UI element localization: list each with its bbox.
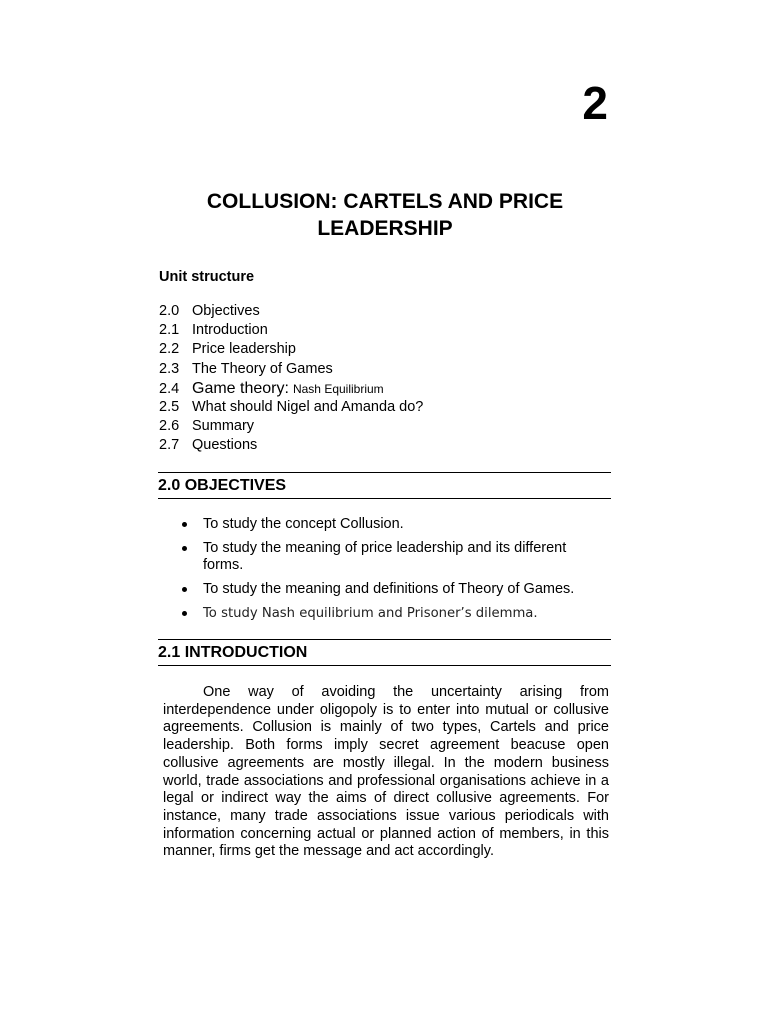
objectives-heading: 2.0 OBJECTIVES bbox=[158, 472, 611, 499]
toc-item bbox=[159, 398, 423, 417]
toc-item-label-suffix: Nash Equilibrium bbox=[292, 381, 384, 396]
toc-item-number: 2.2 bbox=[159, 341, 180, 358]
toc-item bbox=[159, 340, 423, 359]
introduction-heading: 2.1 INTRODUCTION bbox=[158, 639, 611, 666]
toc-item-label: Introduction bbox=[192, 322, 268, 339]
toc-item bbox=[159, 417, 423, 436]
toc-item-number: 2.0 bbox=[159, 303, 180, 319]
toc-item-label: Price leadership bbox=[192, 341, 296, 358]
toc-item-number: 2.4 bbox=[159, 380, 180, 397]
toc-item-label: Summary bbox=[192, 418, 255, 435]
toc-item-number: 2.6 bbox=[159, 418, 180, 435]
toc-item-label: What should Nigel and Amanda do? bbox=[192, 398, 424, 415]
toc-item-number: 2.5 bbox=[159, 398, 180, 415]
toc-item-label: Game theory: bbox=[192, 379, 289, 397]
toc-item-number: 2.3 bbox=[159, 360, 180, 377]
toc-item-label: Objectives bbox=[192, 303, 260, 319]
objective-text: To study the meaning of price leadership and its different forms. bbox=[203, 540, 567, 573]
chapter-number: 2 bbox=[582, 77, 608, 129]
introduction-paragraph: One way of avoiding the uncertainty arising from interdependence under oligopoly is to enter into mutual or collusive agreements. Collusion is mainly of two types, Cartels and price leadership. Both forms imply secret agreement beacuse open collusive agreements are mostly illegal. In the modern business world, trade associations and professional organisations achieve in a legal or indirect way the aims of direct collusive agreements. For instance, many trade associations issue various periodicals with information concerning actual or planned action of members, in this manner, firms get the message and act accordingly. bbox=[163, 684, 609, 860]
bullet-icon bbox=[182, 611, 187, 616]
toc-item bbox=[159, 321, 423, 340]
objective-item bbox=[182, 605, 602, 622]
toc-item bbox=[159, 360, 423, 379]
chapter-title: COLLUSION: CARTELS AND PRICE LEADERSHIP bbox=[206, 190, 564, 240]
unit-structure-list bbox=[159, 302, 423, 456]
unit-structure-heading: Unit structure bbox=[159, 269, 255, 285]
toc-item-number: 2.7 bbox=[159, 437, 180, 454]
toc-item bbox=[159, 436, 423, 455]
objective-item bbox=[182, 516, 602, 533]
toc-item-label: The Theory of Games bbox=[192, 360, 333, 377]
toc-item-label: Questions bbox=[192, 437, 258, 454]
objective-text: To study the meaning and definitions of Theory of Games. bbox=[203, 581, 575, 597]
toc-item bbox=[159, 302, 423, 321]
toc-item-number: 2.1 bbox=[159, 322, 180, 339]
objective-text: To study the concept Collusion. bbox=[203, 516, 404, 532]
bullet-icon bbox=[182, 587, 187, 592]
bullet-icon bbox=[182, 546, 187, 551]
objective-item bbox=[182, 581, 602, 598]
objective-item bbox=[182, 540, 602, 574]
toc-item bbox=[159, 379, 423, 398]
objective-text: To study Nash equilibrium and Prisoner’s dilemma. bbox=[203, 606, 538, 621]
bullet-icon bbox=[182, 522, 187, 527]
objectives-list bbox=[182, 516, 602, 629]
